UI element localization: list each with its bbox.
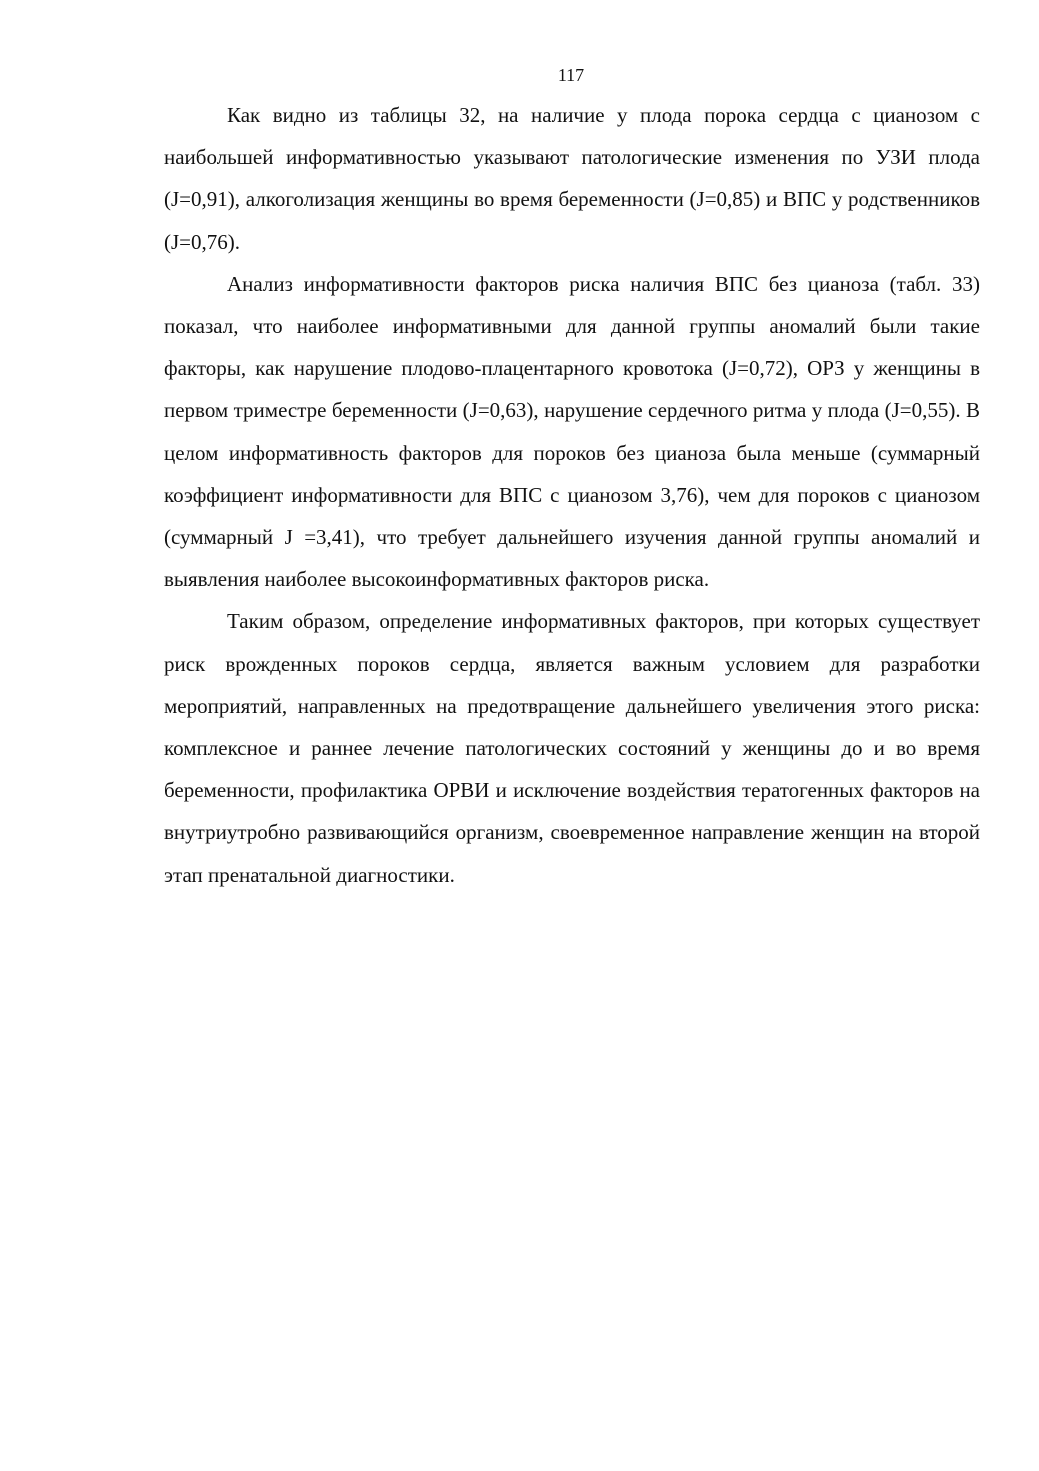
body-text — [164, 94, 980, 896]
page-number: 117 — [557, 65, 585, 85]
paragraph-3: Таким образом, определение информативных факторов, при которых существует риск врожденных пороков сердца, является важным условием для разработки мероприятий, направленных на предотвращение дальнейшего увеличения этого риска: комплексное и раннее лечение патологических состояний у женщины до и во время беременности, профилактика ОРВИ и исключение воздействия тератогенных факторов на внутриутробно развивающийся организм, своевременное направление женщин на второй этап пренатальной диагностики. — [164, 609, 980, 887]
paragraph-2: Анализ информативности факторов риска наличия ВПС без цианоза (табл. 33) показал, что наиболее информативными для данной группы аномалий были такие факторы, как нарушение плодово-плацентарного кровотока (J=0,72), ОРЗ у женщины в первом триместре беременности (J=0,63), нарушение сердечного ритма у плода (J=0,55). В целом информативность факторов для пороков без цианоза была меньше (суммарный коэффициент информативности для ВПС с цианозом 3,76), чем для пороков с цианозом (суммарный J =3,41), что требует дальнейшего изучения данной группы аномалий и выявления наиболее высокоинформативных факторов риска. — [164, 271, 980, 592]
paragraph-1: Как видно из таблицы 32, на наличие у плода порока сердца с цианозом с наибольшей информативностью указывают патологические изменения по УЗИ плода (J=0,91), алкоголизация женщины во время беременности (J=0,85) и ВПС у родственников (J=0,76). — [164, 103, 980, 254]
